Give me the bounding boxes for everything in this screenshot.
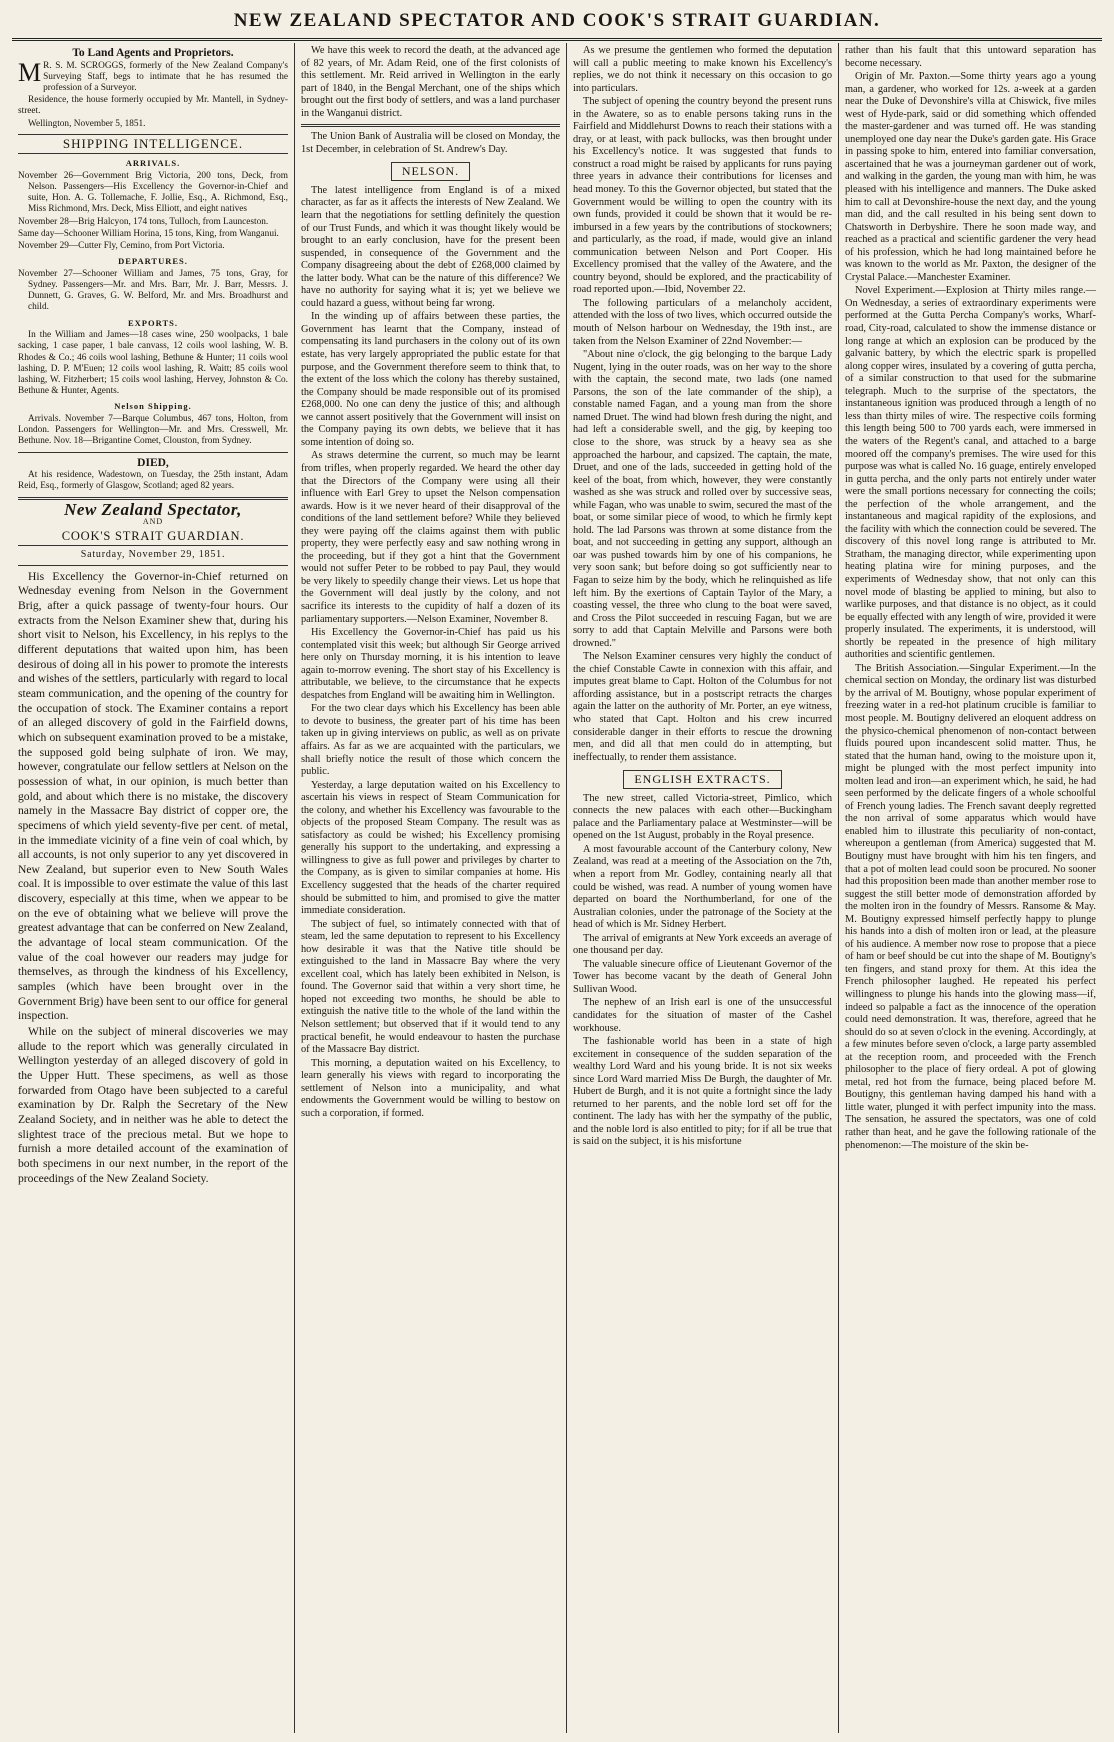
nelson-paragraph: As we presume the gentlemen who formed the deputation will call a public meeting to make known his Excellency's replies, we do not think it necessary on this occasion to go into particulars.: [573, 45, 832, 94]
column-1: [12, 43, 294, 1733]
extract-paragraph: Novel Experiment.—Explosion at Thirty miles range.—On Wednesday, a series of extraordinary experiments were performed at the Gutta Percha Company's works, Wharf-road, City-road, calculated to show the immense distance or long range at which an explosion can be produced by the galvanic battery, by which the electric spark is propelled along copper wires, insulated by a covering of gutta percha, of a similar construction to that used for the submarine telegraph. Much to the surprise of the spectators, the instantaneous ignition was produced through a length of no less than thirty miles of wire. The respective coils forming this length being 500 to 700 yards each, were immersed in the waters of the Regent's canal, and attached to a barge moored off the company's premises. The wire used for this purpose was what is called No. 16 guage, entirely enveloped in gutta percha, and the only parts not entirely under water were the small portions necessary for connecting the coils; the perfection of the whole arrangement, and the instantaneous and magical rapidity of the explosions, and the facility with which the connection could be severed. The discovery of this novel long range is attributed to Mr. Stratham, the managing director, while experimenting upon heating platina wire for mining purposes, and the experiments of Wednesday show, that not only can this novel mode of blasting be applied to mining, but also to warlike purposes, and that distance is no object, as it could be equally effected with any length of wire, provided it were properly insulated. The experiments, it is understood, will shortly be repeated in the presence of high military authorities and scientific gentlemen.: [845, 285, 1096, 661]
bank-notice: The Union Bank of Australia will be closed on Monday, the 1st December, in celebration of St. Andrew's Day.: [301, 131, 560, 155]
nelson-paragraph: Yesterday, a large deputation waited on his Excellency to ascertain his views in respect of Steam Communication for the colony, and whether his Excellency was favourable to the objects of the proposed Steam Company. The result was as satisfactory as could be wished; his Excellency promising generally his support to the undertaking, and expressing a willingness to give as full power and privileges by charter to the Company, as is given to similar companies at home. His Excellency suggested that the heads of the charter required should be submitted to him, and promised to give the matter immediate consideration.: [301, 779, 560, 917]
paper-and: AND: [142, 517, 164, 527]
editorial-paragraph: His Excellency the Governor-in-Chief returned on Wednesday evening from Nelson in the Government Brig, after a quick passage of twenty-four hours. Our extracts from the Nelson Examiner shew that, during his short visit to Nelson, his Excellency, in his replys to the different deputations that waited upon him, has been desirous of doing all in his power to promote the interests and wishes of the settlers, particularly with regard to local steam communication, and the opening of the country for the occupation of stock. The Examiner contains a report of an alleged discovery of gold in the Fairfield downs, which on subsequent examination proved to be a mistake, the supposed gold being sulphate of iron. We may, however, congratulate our fellow settlers at Nelson on the possession of what, in our opinion, is much better than gold, and about which there is no mistake, the discovery namely in the Massacre Bay district of copper ore, the specimens of which yield seventy-five per cent. of metal, in the immediate vicinity of a fine vein of coal which, by all accounts, is not only superior to any yet discovered in New Zealand, but superior even to New South Wales coal. It is impossible to over estimate the value of this last discovery, especially at this time, when we appear to be on the eve of obtaining what we believe will prove the greatest advantage that can be conferred on New Zealand, the advantage of local steam communication. Of the value of the coal however our readers may judge for themselves, as through the kindness of his Excellency, samples (which have been brought over in the Government Brig) have been sent to our office for general inspection.: [18, 569, 288, 1023]
nelson-paragraph: The subject of fuel, so intimately connected with that of steam, led the same deputation to represent to his Excellency how desirable it was that the Native title should be extinguished to the land in Massacre Bay where the very excellent coal, which has lately been exhibited in Nelson, is found. The Governor said that within a very short time, he hoped not exceeding two months, he should be able to extinguish the native title to the whole of the land within the Nelson settlement; but observed that if it would tend to any practical benefit, he would endeavour to hasten the purchase of the Massacre Bay district.: [301, 918, 560, 1056]
nelson-paragraph: "About nine o'clock, the gig belonging to the barque Lady Nugent, lying in the outer roads, was on her way to the shore with the captain, the second mate, two lads (one named Parsons, the son of the late commander of the ship), a constable named Fagan, and a young man from the shore named Druet. The wind had blown fresh during the night, and had left a considerable swell, and the gig, by keeping too close to the shore, was struck by a heavy sea as she approached the harbour, and capsized. The captain, the mate, Druet, and one of the lads, succeeded in getting hold of the keel of the boat, from which, however, they were constantly washed as she was struck and rolled over by successive seas, while Fagan, who was unable to swim, secured the mast of the boat, or some similar piece of wood, to which he firmly kept hold. The lad Parsons was thrown at some distance from the boat, and not succeeding in getting any support, although an oar was pushed towards him by one of his companions, he very soon sank; but before doing so got sufficiently near to Fagan to seize him by the body, which he relinquished as life left him. By the exertions of Captain Taylor of the Mary, a coasting vessel, the three who clung to the boat were saved, and Cross the Pilot succeeded in rescuing Fagan, but we are sorry to add that Captain Melville and Parsons were both drowned.": [573, 349, 832, 649]
divider: [18, 452, 288, 453]
extract-paragraph: The valuable sinecure office of Lieutenant Governor of the Tower has become vacant by the death of General John Sullivan Wood.: [573, 958, 832, 995]
paper-title: New Zealand Spectator,: [64, 499, 242, 519]
column-3: [566, 43, 838, 1733]
nelson-paragraph: The following particulars of a melancholy accident, attended with the loss of two lives, which occurred outside the mouth of Nelson harbour on Wednesday, the 19th inst., are taken from the Nelson Examiner of 22nd November:—: [573, 297, 832, 347]
column-2: [294, 43, 566, 1733]
notice-heading: To Land Agents and Proprietors.: [72, 47, 234, 59]
shipping-title: SHIPPING INTELLIGENCE.: [18, 134, 288, 155]
notice-residence: Residence, the house formerly occupied by Mr. Mantell, in Sydney-street.: [18, 95, 288, 117]
exports-label: EXPORTS.: [128, 317, 178, 328]
arrival-item: November 28—Brig Halcyon, 174 tons, Tulloch, from Launceston.: [18, 216, 269, 227]
nelson-shipping-text: Arrivals. November 7—Barque Columbus, 467 tons, Holton, from London. Passengers for Wellington—Mr. and Mrs. Cresswell, Mr. Bethune. Nov. 18—Brigantine Comet, Clouston, from Sydney.: [18, 413, 288, 447]
extract-paragraph: The new street, called Victoria-street, Pimlico, which connects the new palaces with each other—Buckingham palace and the Parliamentary palace at Westminster—will be opened on the 1st August, probably in the Royal presence.: [573, 792, 832, 842]
extract-paragraph: A most favourable account of the Canterbury colony, New Zealand, was read at a meeting of the Association on the 7th, when a report from Mr. Godley, containing nearly all that could be wished, was read. A number of young women have departed on board the Northumberland, for one of the Australian colonies, under the patronage of the Society at the head of which is Mr. Sidney Herbert.: [573, 843, 832, 931]
extracts-title: ENGLISH EXTRACTS.: [573, 770, 832, 789]
arrival-item: Same day—Schooner William Horina, 15 tons, King, from Wanganui.: [18, 228, 279, 239]
paper-guardian: COOK'S STRAIT GUARDIAN.: [61, 528, 245, 543]
nelson-shipping-label: Nelson Shipping.: [114, 401, 192, 412]
arrivals-label: ARRIVALS.: [125, 158, 181, 169]
departures-label: DEPARTURES.: [118, 256, 188, 267]
died-label: DIED,: [137, 456, 169, 469]
exports-text: In the William and James—18 cases wine, 250 woolpacks, 1 bale sacking, 1 case paper, 1 bale canvass, 12 coils wool lashing, W. B. Rhodes & Co.; 46 coils wool lashing, Bethune & Hunter; 11 coils wool lashing, D. P. M'Euen; 12 coils wool lashing, R. Waitt; 85 coils wool lashing, W. Fitzherbert; 15 coils wool lashing, Hervey, Johnston & Co. Bethune & Hunter, Agents.: [18, 330, 288, 397]
nelson-paragraph: His Excellency the Governor-in-Chief has paid us his contemplated visit this week; but although Sir George arrived here only on Thursday morning, it is his intention to leave again to-morrow evening. The short stay of his Excellency is attributable, we believe, to the circumstance that he expects despatches from England will be awaiting him in Wellington.: [301, 627, 560, 701]
columns: [12, 43, 1102, 1733]
nelson-paragraph: The latest intelligence from England is of a mixed character, as far as it affects the interests of New Zealand. We learn that the negotiations for settling definitely the question of our Trust Funds, and which it was thought likely would be brought to an early conclusion, have for the present been suspended, in consequence of the Government and the Company disagreeing about the debt of £268,000 claimed by the latter body. What can be the nature of this difference? We have no authority for saying what it is; yet we believe we could hazard a guess, without being far wrong.: [301, 184, 560, 309]
reid-obituary: We have this week to record the death, at the advanced age of 82 years, of Mr. Adam Reid, one of the first colonists of this settlement. Mr. Reid arrived in Wellington in the early part of 1840, in the Bengal Merchant, one of the ships which brought out the first body of settlers, and was a land purchaser in the Wanganui district.: [301, 45, 560, 119]
extract-paragraph: The fashionable world has been in a state of high excitement in consequence of the sudden separation of the wealthy Lord Ward and his young bride. It is not six weeks since Lord Ward married Miss De Burgh, the daughter of Mr. Hubert de Burgh, and it is not quite a fortnight since the lady returned to her parents, and the noble lord set off for the continent. The lady has with her the sympathy of the public, and the noble lord is also entitled to pity; for if all be true that is said on the subject, it is his misfortune: [573, 1036, 832, 1148]
notice-text: M R. S. M. SCROGGS, formerly of the New Zealand Company's Surveying Staff, begs to intimate that he has resumed the profession of a Surveyor.: [18, 57, 288, 93]
arrival-item: November 29—Cutter Fly, Cemino, from Port Victoria.: [18, 241, 225, 252]
nelson-paragraph: For the two clear days which his Excellency has been able to devote to business, the greater part of his time has been taken up in giving interviews on public, as well as on private affairs. As far as we are acquainted with the particulars, we shall briefly notice the result of those which concern the public.: [301, 703, 560, 778]
extract-paragraph: The nephew of an Irish earl is one of the unsuccessful candidates for the situation of master of the Cashel workhouse.: [573, 997, 832, 1034]
notice-dropcap: M: [18, 57, 42, 87]
extract-paragraph: The British Association.—Singular Experiment.—In the chemical section on Monday, the ordinary list was disturbed by the arrival of M. Boutigny, whose popular experiment of freezing water in a red-hot platinum crucible is familiar to most people. M. Boutigny delivered an eloquent address on the physico-chemical phenomenon of non-contact between fluids poured upon incandescent solid matter. Thus, he stated that the human hand, owing to the moisture upon it, might be plunged with the most perfect impunity into molten lead and iron—an experiment which, he said, he had seen performed by the delicate fingers of a whole schoolful of French young ladies. The French savant deeply regretted the non arrival of some apparatus which would have enabled him to illustrate this peculiarity of non-contact, whereupon a gentleman (from America) suggested that M. Boutigny must have brought with him his ten fingers, and that a pot of molten lead could soon be procured. No sooner had this proposition been made than another member rose to suggest the still better mode of demonstration afforded by the molten iron in the foundry of Messrs. Ransome & May. M. Boutigny expressed himself perfectly happy to plunge his hands into a dish of molten iron or lead, at the pleasure of his audience. A member now rose to propose that a piece of ham or beef should be cut into the shape of M. Boutigny's ten fingers, and stand proxy for them. At this idea the French philosopher laughed. He repeated his perfect willingness to plunge his hands into the glowing mass—if, indeed so palpable a fact as the innocence of the operation could need demonstration. It was, therefore, agreed that he should do so at seven o'clock in the evening. Accordingly, at a few minutes before seven o'clock, a large party assembled at the reception room, and proceeded with the French philosopher to the place of fiery ordeal. A pot of glowing metal, red hot from the furnace, being placed before M. Boutigny, this gentleman having damped his hand with a little water, plunged it with perfect impunity into the mass. The sensation, he assured the spectators, was one of cold rather than heat, and he gave the following rationale of the phenomenon:—The moisture of the skin be-: [845, 662, 1096, 1151]
extract-paragraph: Origin of Mr. Paxton.—Some thirty years ago a young man, a gardener, who worked for 12s. a-week at a garden near the Duke of Devonshire's villa at Chiswick, five miles west of Hyde-park, said or did something which offended the master-gardener and was turned off. He was standing unemployed one day near the Duke's garden gate. His Grace in passing spoke to him, entered into familiar conversation, ascertained that he was a journeyman gardener out of work, and walking in the garden, the young man with him, he was pleased with his intelligence and manners. The Duke asked him to call at Devonshire-house the next day, and the young man did, and the call resulted in his being sent down to Chatsworth in Derbyshire. There he soon made way, and reached as a practical and scientific gardener the very head of his profession, which he had long maintained before he was known to the world as Mr. Paxton, the designer of the Crystal Palace.—Manchester Examiner.: [845, 71, 1096, 283]
extract-paragraph: rather than his fault that this untoward separation has become necessary.: [845, 45, 1096, 69]
nelson-paragraph: In the winding up of affairs between these parties, the Government has learnt that the Company, instead of compensating its land purchasers in the colony out of its own estate, has very largely appropriated the public estate for that purpose, and the Government therefore seem to think that, to the extent of the loss which the colony has thereby sustained, the Company should be made responsible out of its promised £268,000. No one can deny the justice of this; and although we cannot assert positively that the Government will insist on the Company paying its own debts, we believe that it has some intention of doing so.: [301, 311, 560, 448]
editorial-paragraph: While on the subject of mineral discoveries we may allude to the report which was generally circulated in Wellington yesterday of an alleged discovery of gold in the Upper Hutt. These specimens, as well as those forwarded from Otago have been subjected to a careful examination by Dr. Ralph the Secretary of the New Zealand Society, and in neither was he able to detect the slightest trace of the precious metal. But we hope to furnish a more detailed account of the examination of both specimens in our next number, in the report of the proceedings of the New Zealand Society.: [18, 1025, 288, 1185]
extract-paragraph: The arrival of emigrants at New York exceeds an average of one thousand per day.: [573, 932, 832, 957]
nelson-paragraph: The subject of opening the country beyond the present runs in the Awatere, so as to enable persons taking runs in the Fairfield and Middlehurst Downs to reach their stations with a dray, or at least, with pack bullocks, was then brought under his Excellency's notice. It was suggested that funds to construct a road might be raised by applicants for runs paying three years in advance their contributions for licenses and head money. To this the Governor objected, but stated that the Government would be willing to open the country with its own funds, provided it could be shown that it would be re-imbursed in a few years by the contributions of stockowners; and particularly, as the road, if made, would give an inland communication between Nelson and Port Cooper. His Excellency promised that the valley of the Awatere, and the country beyond, should be explored, and the practicability of road reported upon.—Ibid, November 22.: [573, 96, 832, 296]
notice-date: Wellington, November 5, 1851.: [28, 118, 146, 129]
masthead: NEW ZEALAND SPECTATOR AND COOK'S STRAIT GUARDIAN.: [12, 6, 1102, 41]
nelson-paragraph: This morning, a deputation waited on his Excellency, to learn generally his views with regard to incorporating the settlement of Nelson into a municipality, and what endowments the Government would be willing to bestow on such a corporation, if formed.: [301, 1057, 560, 1119]
arrival-item: November 26—Government Brig Victoria, 200 tons, Deck, from Nelson. Passengers—His Excellency the Governor-in-Chief and suite, Hon. A. G. Tollemache, F. Jollie, Esq., A. Richmond, Esq., Miss Richmond, Mrs. Deck, Miss Elliott, and eight natives: [18, 170, 288, 215]
arrivals-list: [18, 171, 288, 252]
departure-item: November 27—Schooner William and James, 75 tons, Gray, for Sydney. Passengers—Mr. and Mrs. Barr, Mr. J. Barr, Messrs. J. Dunnett, G. Graves, G. W. Belford, Mr. and Mrs. Broadhurst and child.: [18, 268, 288, 313]
nelson-paragraph: As straws determine the current, so much may be learnt from trifles, when properly regarded. We heard the other day that the Directors of the Company were using all their influence with Earl Grey to upset the Nelson compensation awards. How is it we never heard of their disapproval of the conditions of the land settlement before? While they believed they were paying off the claims against them with public property, they were perfectly easy and saw nothing wrong in the proceeding, but if they got a hint that the Government would not suffer Peter to be robbed to pay Paul, they would be very likely to speedily change their views. Let us hope that the Government will deal justly by the colony, and not sacrifice its interests to the cupidity of half a dozen of its parliamentary supporters.—Nelson Examiner, November 8.: [301, 450, 560, 625]
nelson-title: NELSON.: [301, 162, 560, 181]
nelson-paragraph: The Nelson Examiner censures very highly the conduct of the chief Constable Cawte in connexion with this affair, and imputes great blame to Capt. Holton of the Columbus for not affording assistance, but in a postscript retracts the charges again the latter on the authority of Mr. Porter, an eye witness, who stated that Capt. Holton and his crew incurred considerable danger in their efforts to rescue the drowning men, and did all that men could do in attempting, but ineffectually, to render them assistance.: [573, 651, 832, 763]
column-4: [838, 43, 1102, 1733]
died-text: At his residence, Wadestown, on Tuesday, the 25th instant, Adam Reid, Esq., formerly of Glasgow, Scotland; aged 82 years.: [18, 470, 288, 492]
paper-date: Saturday, November 29, 1851.: [18, 545, 288, 566]
divider: [301, 124, 560, 127]
